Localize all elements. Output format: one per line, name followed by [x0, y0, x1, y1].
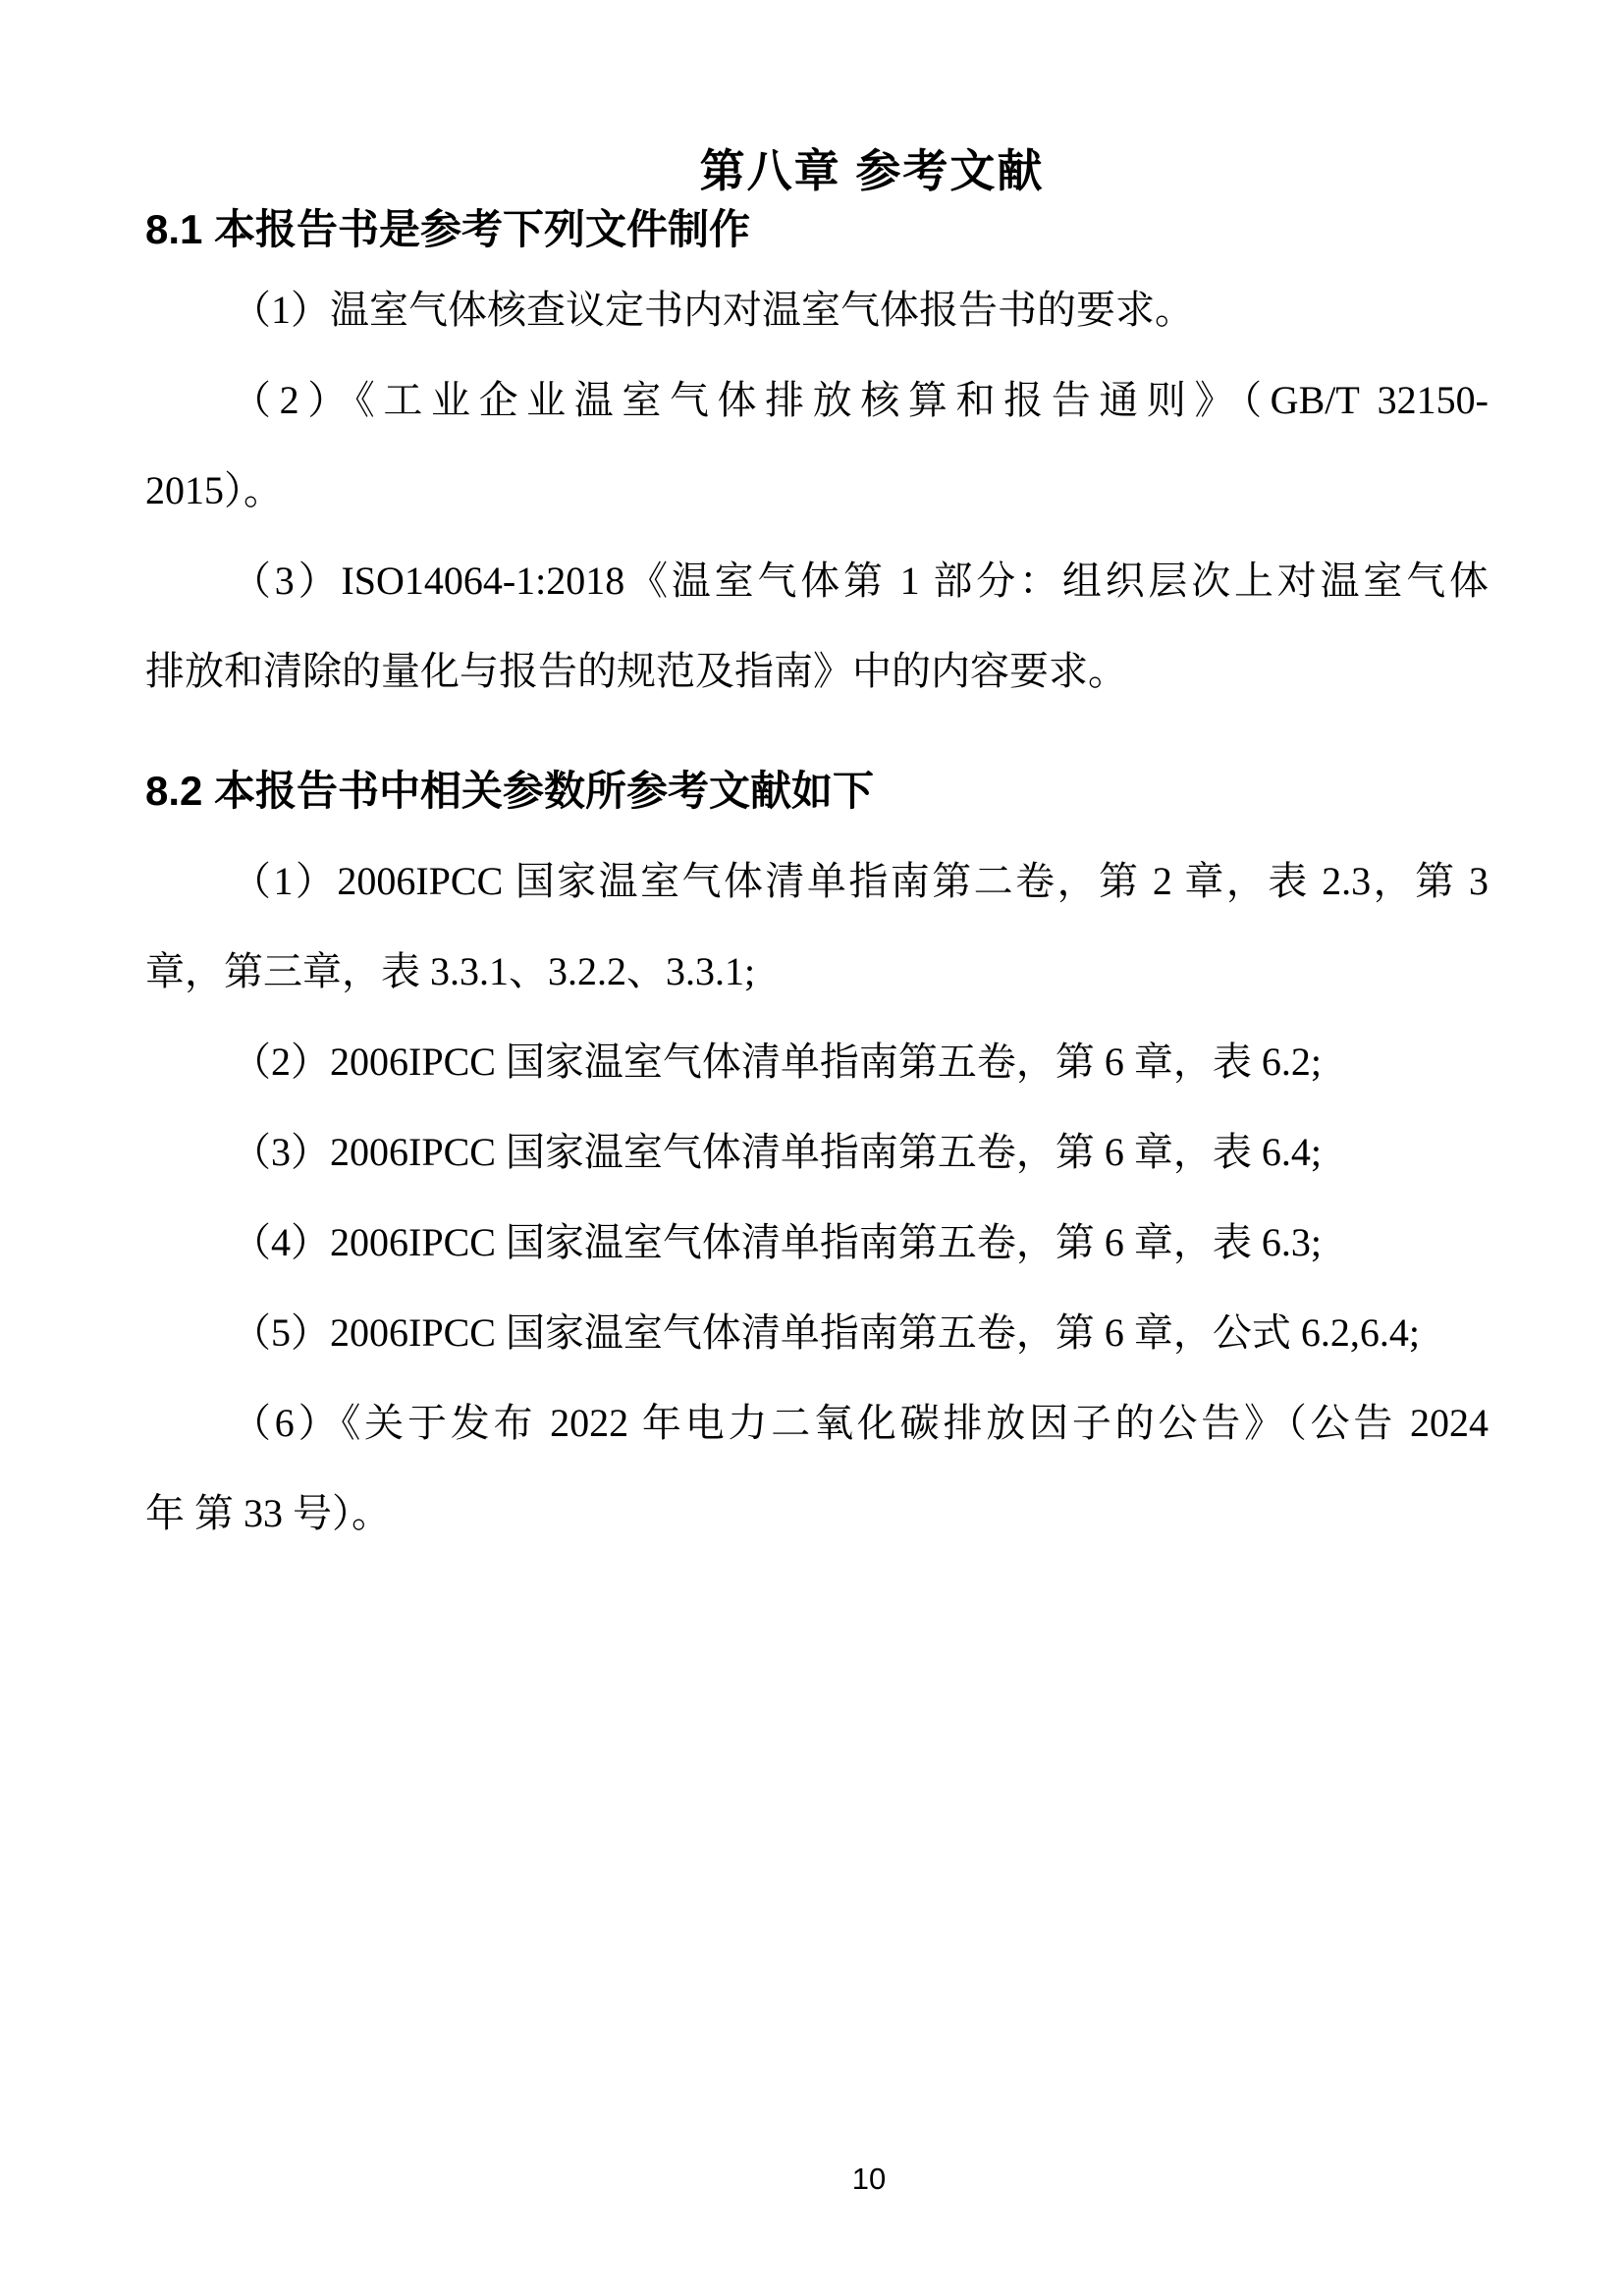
section-8-2-line-2: 章，第三章，表 3.3.1、3.2.2、3.3.1; — [145, 949, 756, 993]
section-8-1-heading: 8.1 本报告书是参考下列文件制作 — [145, 206, 751, 252]
section-8-2-line-7: （6）《关于发布 2022 年电力二氧化碳排放因子的公告》（公告 2024 — [232, 1401, 1489, 1445]
section-8-2-line-4: （3）2006IPCC 国家温室气体清单指南第五卷，第 6 章，表 6.4; — [232, 1130, 1323, 1174]
section-8-2-line-1: （1）2006IPCC 国家温室气体清单指南第二卷，第 2 章，表 2.3，第 3 — [232, 859, 1489, 903]
section-8-1-line-1: （1）温室气体核查议定书内对温室气体报告书的要求。 — [232, 288, 1194, 332]
section-8-1-line-4: （3）ISO14064-1:2018《温室气体第 1 部分：组织层次上对温室气体 — [232, 559, 1489, 603]
section-8-2-line-6: （5）2006IPCC 国家温室气体清单指南第五卷，第 6 章，公式 6.2,6.4; — [232, 1310, 1421, 1355]
page-content — [145, 147, 1489, 1559]
section-8-2-line-5: （4）2006IPCC 国家温室气体清单指南第五卷，第 6 章，表 6.3; — [232, 1220, 1323, 1264]
section-8-1-line-3: 2015）。 — [145, 468, 283, 512]
section-8-2-heading: 8.2 本报告书中相关参数所参考文献如下 — [145, 768, 875, 814]
section-8-2-line-8: 年 第 33 号）。 — [145, 1491, 391, 1535]
section-8-2-line-3: （2）2006IPCC 国家温室气体清单指南第五卷，第 6 章，表 6.2; — [232, 1040, 1323, 1084]
chapter-title: 第八章 参考文献 — [699, 145, 1045, 196]
section-8-1-line-2: （2）《工业企业温室气体排放核算和报告通则》（GB/T 32150- — [232, 378, 1489, 422]
section-8-1-line-5: 排放和清除的量化与报告的规范及指南》中的内容要求。 — [145, 649, 1127, 693]
page-number: 10 — [851, 2162, 887, 2196]
